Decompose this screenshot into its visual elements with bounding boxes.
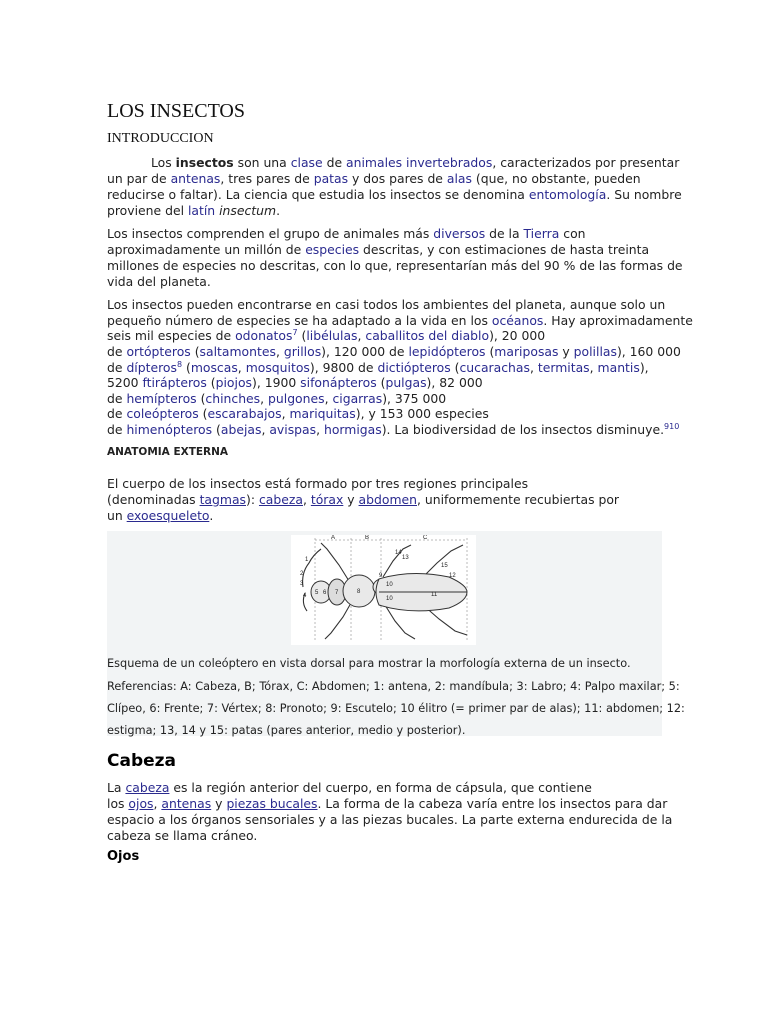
link-oceanos[interactable]: océanos — [491, 313, 544, 328]
link-cabeza-2[interactable]: cabeza — [125, 780, 170, 795]
link-caballitos-del-diablo[interactable]: caballitos del diablo — [365, 328, 490, 343]
link-libelulas[interactable]: libélulas — [306, 328, 358, 343]
section-heading-cabeza: Cabeza — [107, 751, 177, 771]
link-chinches[interactable]: chinches — [205, 391, 261, 406]
link-grillos[interactable]: grillos — [283, 344, 322, 359]
cabeza-line-3: espacio a los órganos sensoriales y a las piezas bucales. La parte externa endurecida de la — [107, 812, 673, 827]
fig-label-2: 2 — [300, 571, 304, 577]
fig-label-1: 1 — [305, 557, 309, 563]
fig-label-10-bottom: 10 — [386, 596, 393, 602]
link-coleopteros[interactable]: coleópteros — [126, 406, 199, 421]
link-lepidopteros[interactable]: lepidópteros — [408, 344, 486, 359]
footnote-910[interactable]: 910 — [664, 421, 680, 431]
fig-label-5: 5 — [315, 590, 319, 596]
link-hemipteros[interactable]: hemípteros — [126, 391, 197, 406]
link-termitas[interactable]: termitas — [537, 360, 590, 375]
fig-label-3: 3 — [300, 581, 304, 587]
intro-line-2: un par de antenas, tres pares de patas y dos pares de alas (que, no obstante, pueden — [107, 171, 641, 186]
link-dictiopteros[interactable]: dictiópteros — [377, 360, 451, 375]
link-avispas[interactable]: avispas — [269, 422, 317, 437]
link-mariposas[interactable]: mariposas — [494, 344, 559, 359]
link-himenopteros[interactable]: himenópteros — [126, 422, 213, 437]
link-torax[interactable]: tórax — [310, 492, 344, 507]
link-pulgas[interactable]: pulgas — [385, 375, 427, 390]
link-polillas[interactable]: polillas — [573, 344, 617, 359]
link-odonatos[interactable]: odonatos — [235, 328, 293, 343]
para2-line-4: vida del planeta. — [107, 274, 211, 289]
link-dipteros[interactable]: dípteros — [126, 360, 177, 375]
fig-label-a: A — [331, 535, 336, 541]
fig-label-14: 14 — [395, 550, 402, 556]
para3-line-2: pequeño número de especies se ha adaptado a la vida en los océanos. Hay aproximadamente — [107, 313, 693, 328]
footnote-8[interactable]: 8 — [176, 359, 183, 369]
link-mariquitas[interactable]: mariquitas — [289, 406, 356, 421]
para3-line-3: seis mil especies de odonatos$^7$ (libélulas, caballitos del diablo), 20 000 — [107, 327, 546, 343]
para3-line-8: de coleópteros (escarabajos, mariquitas), y 153 000 especies — [107, 406, 489, 421]
para2-line-2: aproximadamente un millón de especies descritas, y con estimaciones de hasta treinta — [107, 242, 650, 257]
link-abejas[interactable]: abejas — [220, 422, 262, 437]
link-piojos[interactable]: piojos — [215, 375, 252, 390]
link-diversos[interactable]: diversos — [433, 226, 486, 241]
link-mosquitos[interactable]: mosquitos — [245, 360, 310, 375]
link-saltamontes[interactable]: saltamontes — [199, 344, 276, 359]
fig-label-15: 15 — [441, 563, 448, 569]
link-especies[interactable]: especies — [305, 242, 360, 257]
link-cigarras[interactable]: cigarras — [332, 391, 383, 406]
link-entomologia[interactable]: entomología — [528, 187, 607, 202]
link-patas[interactable]: patas — [313, 171, 349, 186]
link-latin[interactable]: latín — [187, 203, 216, 218]
fig-label-11: 11 — [431, 592, 438, 598]
figure-caption-line-1: Esquema de un coleóptero en vista dorsal para mostrar la morfología externa de un insecto. — [107, 657, 631, 670]
intro-line-4: proviene del latín insectum. — [107, 203, 281, 218]
fig-label-7: 7 — [335, 590, 339, 596]
cabeza-line-4: cabeza se llama cráneo. — [107, 828, 258, 843]
link-mantis[interactable]: mantis — [597, 360, 640, 375]
insectos-bold: insectos — [175, 155, 234, 170]
para3-line-7: de hemípteros (chinches, pulgones, cigarras), 375 000 — [107, 391, 447, 406]
para3-line-9: de himenópteros (abejas, avispas, hormigas). La biodiversidad de los insectos disminuye.$^{910}$ — [107, 421, 680, 437]
intro-line-1: Los insectos son una clase de animales invertebrados, caracterizados por presentar — [151, 155, 680, 170]
para2-line-1: Los insectos comprenden el grupo de animales más diversos de la Tierra con — [107, 226, 586, 241]
link-clase[interactable]: clase — [290, 155, 323, 170]
para3-line-1: Los insectos pueden encontrarse en casi todos los ambientes del planeta, aunque solo un — [107, 297, 666, 312]
cabeza-line-2: los ojos, antenas y piezas bucales. La forma de la cabeza varía entre los insectos para dar — [107, 796, 668, 811]
link-cucarachas[interactable]: cucarachas — [459, 360, 530, 375]
link-abdomen[interactable]: abdomen — [358, 492, 417, 507]
link-sifonapteros[interactable]: sifonápteros — [300, 375, 377, 390]
link-tagmas[interactable]: tagmas — [199, 492, 247, 507]
para2-line-3: millones de especies no descritas, con lo que, representarían más del 90 % de las formas de — [107, 258, 683, 273]
link-piezas-bucales[interactable]: piezas bucales — [226, 796, 318, 811]
fig-label-b: B — [365, 535, 370, 541]
fig-label-9: 9 — [379, 573, 383, 579]
figure-caption-line-4: estigma; 13, 14 y 15: patas (pares anterior, medio y posterior). — [107, 724, 466, 737]
beetle-diagram-icon — [291, 535, 476, 645]
fig-label-8: 8 — [357, 589, 361, 595]
link-antenas[interactable]: antenas — [170, 171, 221, 186]
para3-line-5: de dípteros$^8$ (moscas, mosquitos), 9800 de dictiópteros (cucarachas, termitas, mantis), — [107, 359, 649, 375]
anatomy-line-1: El cuerpo de los insectos está formado por tres regiones principales — [107, 476, 529, 491]
para3-line-6: 5200 ftirápteros (piojos), 1900 sifonápteros (pulgas), 82 000 — [107, 375, 483, 390]
intro-line-3: reducirse o faltar). La ciencia que estudia los insectos se denomina entomología. Su nombre — [107, 187, 682, 202]
fig-label-10-top: 10 — [386, 582, 393, 588]
link-moscas[interactable]: moscas — [190, 360, 238, 375]
fig-label-6: 6 — [323, 590, 327, 596]
fig-label-12: 12 — [449, 573, 456, 579]
figure-caption-line-2: Referencias: A: Cabeza, B; Tórax, C: Abdomen; 1: antena, 2: mandíbula; 3: Labro; 4: Palpo maxilar; 5: — [107, 680, 680, 693]
link-antenas-2[interactable]: antenas — [161, 796, 212, 811]
fig-label-c: C — [423, 535, 428, 541]
section-heading-anatomia-externa: ANATOMIA EXTERNA — [107, 446, 229, 458]
link-ftirapteros[interactable]: ftirápteros — [142, 375, 207, 390]
beetle-diagram-image — [291, 535, 476, 645]
link-cabeza[interactable]: cabeza — [258, 492, 303, 507]
figure-caption-line-3: Clípeo, 6: Frente; 7: Vértex; 8: Pronoto; 9: Escutelo; 10 élitro (= primer par de alas); 11: abdomen; 12: — [107, 702, 685, 715]
page-title: LOS INSECTOS — [107, 100, 245, 122]
link-exoesqueleto[interactable]: exoesqueleto — [126, 508, 210, 523]
link-hormigas[interactable]: hormigas — [323, 422, 382, 437]
link-alas[interactable]: alas — [446, 171, 472, 186]
cabeza-line-1: La cabeza es la región anterior del cuerpo, en forma de cápsula, que contiene — [107, 780, 592, 795]
link-ojos[interactable]: ojos — [128, 796, 154, 811]
footnote-7[interactable]: 7 — [292, 327, 298, 337]
anatomy-line-3: un exoesqueleto. — [107, 508, 214, 523]
anatomy-line-2: (denominadas tagmas): cabeza, tórax y abdomen, uniformemente recubiertas por — [107, 492, 620, 507]
section-heading-ojos: Ojos — [107, 849, 140, 864]
fig-label-4: 4 — [303, 593, 307, 599]
link-pulgones[interactable]: pulgones — [268, 391, 325, 406]
fig-label-13: 13 — [402, 555, 409, 561]
link-ortopteros[interactable]: ortópteros — [126, 344, 191, 359]
link-animales-invertebrados[interactable]: animales invertebrados — [346, 155, 493, 170]
section-heading-introduccion: INTRODUCCION — [107, 131, 214, 146]
link-tierra[interactable]: Tierra — [523, 226, 560, 241]
para3-line-4: de ortópteros (saltamontes, grillos), 120 000 de lepidópteros (mariposas y polillas), 160 000 — [107, 344, 681, 359]
link-escarabajos[interactable]: escarabajos — [207, 406, 282, 421]
